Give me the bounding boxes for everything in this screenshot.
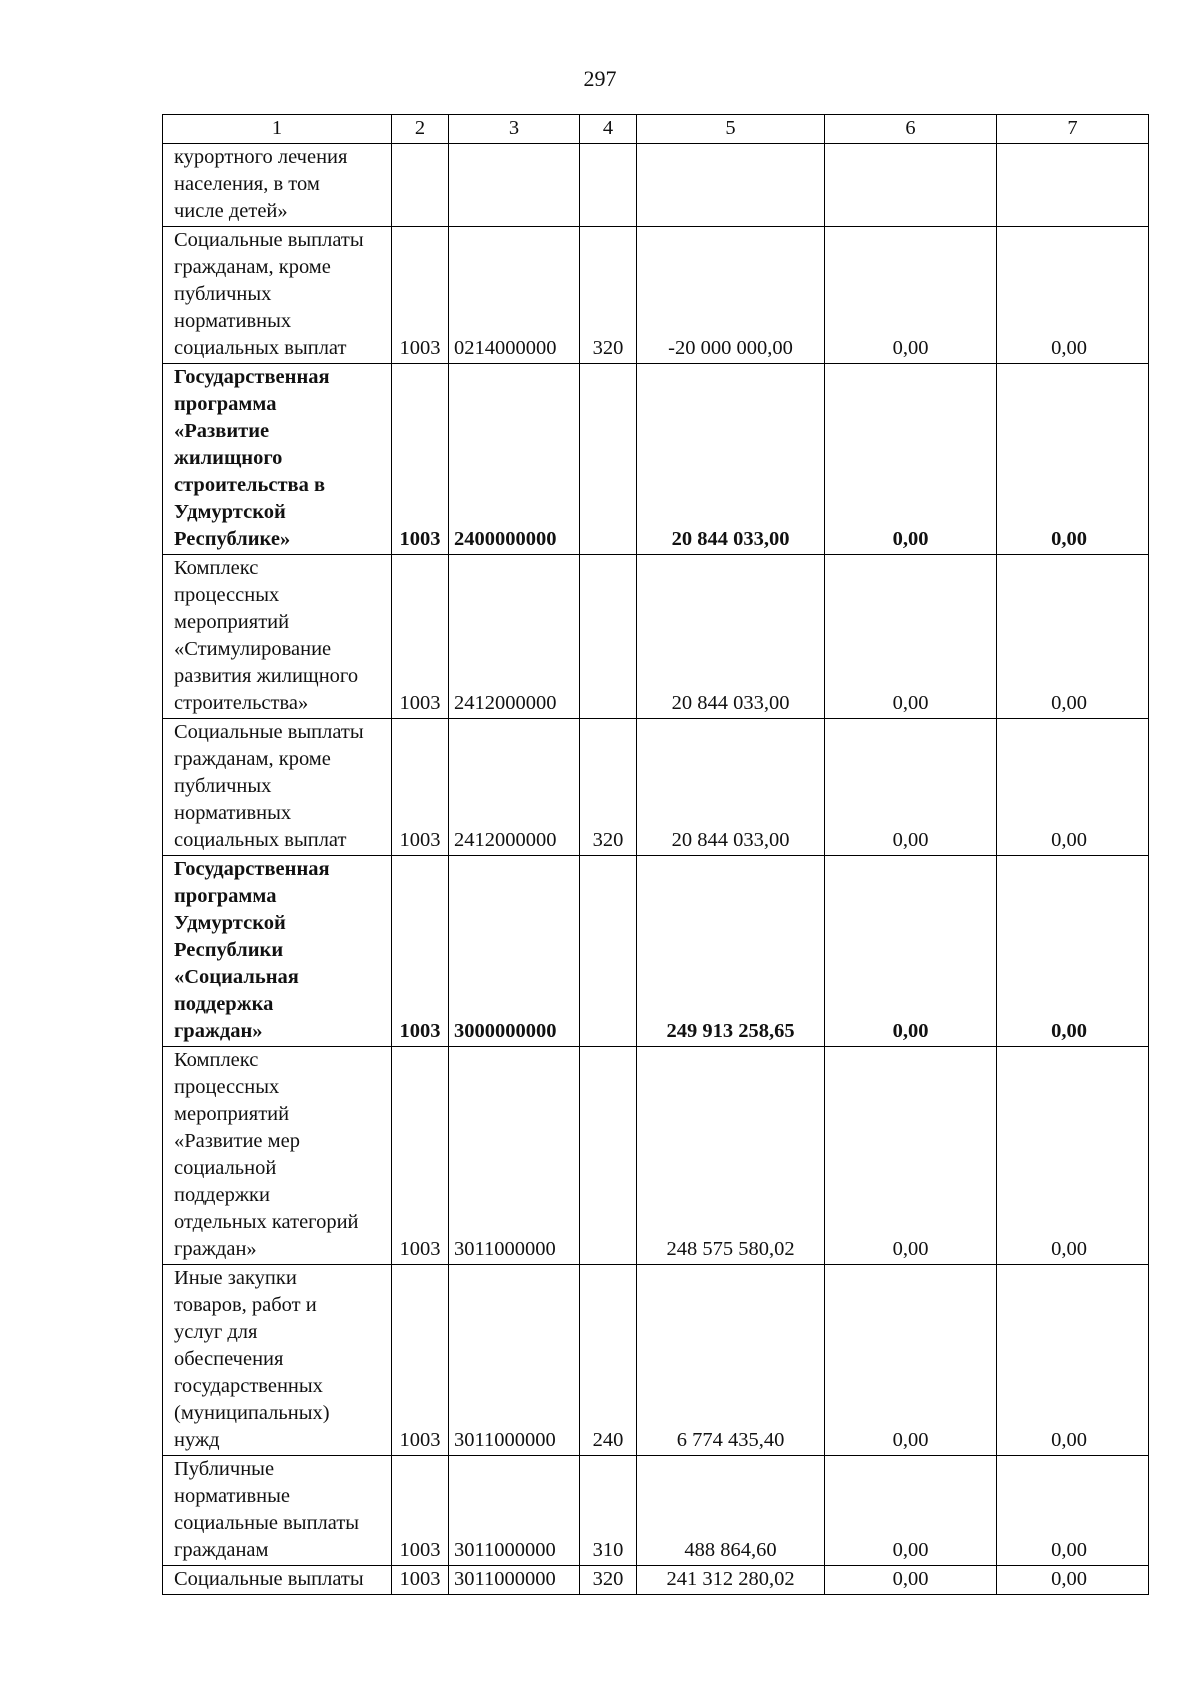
table-row [163, 227, 1149, 364]
amount-cell: 20 844 033,00 [637, 555, 825, 719]
budget-table [162, 114, 1149, 1595]
year2-amount-cell: 0,00 [825, 1265, 997, 1456]
row-name-cell: Иные закупки товаров, работ и услуг для обеспечения государственных (муниципальных) нужд [163, 1265, 392, 1456]
row-name-cell: Социальные выплаты гражданам, кроме публичных нормативных социальных выплат [163, 227, 392, 364]
target-code-cell [449, 144, 580, 227]
table-body [163, 115, 1149, 1595]
target-code-cell: 2412000000 [449, 555, 580, 719]
target-code-cell: 0214000000 [449, 227, 580, 364]
year2-amount-cell: 0,00 [825, 1456, 997, 1566]
year3-amount-cell: 0,00 [997, 1047, 1149, 1265]
amount-cell: 248 575 580,02 [637, 1047, 825, 1265]
amount-cell: 488 864,60 [637, 1456, 825, 1566]
year2-amount-cell: 0,00 [825, 555, 997, 719]
expense-type-cell: 320 [580, 719, 637, 856]
column-header: 5 [637, 115, 825, 144]
section-code-cell: 1003 [392, 856, 449, 1047]
row-name-cell: курортного лечения населения, в том числе детей» [163, 144, 392, 227]
section-code-cell: 1003 [392, 1566, 449, 1595]
row-name-cell: Комплекс процессных мероприятий «Стимулирование развития жилищного строительства» [163, 555, 392, 719]
target-code-cell: 2400000000 [449, 364, 580, 555]
amount-cell [637, 144, 825, 227]
row-name-cell: Государственная программа Удмуртской Республики «Социальная поддержка граждан» [163, 856, 392, 1047]
year2-amount-cell: 0,00 [825, 364, 997, 555]
section-code-cell: 1003 [392, 364, 449, 555]
amount-cell: 20 844 033,00 [637, 719, 825, 856]
expense-type-cell [580, 555, 637, 719]
year3-amount-cell: 0,00 [997, 1566, 1149, 1595]
column-header: 3 [449, 115, 580, 144]
row-name-cell: Публичные нормативные социальные выплаты гражданам [163, 1456, 392, 1566]
amount-cell: -20 000 000,00 [637, 227, 825, 364]
target-code-cell: 3000000000 [449, 856, 580, 1047]
page-number: 297 [583, 66, 617, 91]
target-code-cell: 3011000000 [449, 1047, 580, 1265]
column-header: 7 [997, 115, 1149, 144]
year2-amount-cell: 0,00 [825, 1047, 997, 1265]
table-row [163, 1566, 1149, 1595]
target-code-cell: 3011000000 [449, 1566, 580, 1595]
expense-type-cell [580, 364, 637, 555]
expense-type-cell: 320 [580, 227, 637, 364]
table-row [163, 719, 1149, 856]
column-header: 2 [392, 115, 449, 144]
row-name-cell: Комплекс процессных мероприятий «Развитие мер социальной поддержки отдельных категорий граждан» [163, 1047, 392, 1265]
section-code-cell: 1003 [392, 1047, 449, 1265]
year3-amount-cell: 0,00 [997, 227, 1149, 364]
expense-type-cell: 320 [580, 1566, 637, 1595]
column-header: 6 [825, 115, 997, 144]
table-row [163, 856, 1149, 1047]
year2-amount-cell: 0,00 [825, 227, 997, 364]
year3-amount-cell: 0,00 [997, 364, 1149, 555]
amount-cell: 20 844 033,00 [637, 364, 825, 555]
column-header: 1 [163, 115, 392, 144]
table-row [163, 364, 1149, 555]
expense-type-cell: 310 [580, 1456, 637, 1566]
year3-amount-cell: 0,00 [997, 856, 1149, 1047]
table-row [163, 1047, 1149, 1265]
section-code-cell: 1003 [392, 719, 449, 856]
target-code-cell: 2412000000 [449, 719, 580, 856]
target-code-cell: 3011000000 [449, 1265, 580, 1456]
year2-amount-cell: 0,00 [825, 1566, 997, 1595]
table-row [163, 1265, 1149, 1456]
row-name-cell: Государственная программа «Развитие жилищного строительства в Удмуртской Республике» [163, 364, 392, 555]
section-code-cell [392, 144, 449, 227]
section-code-cell: 1003 [392, 1265, 449, 1456]
year2-amount-cell: 0,00 [825, 856, 997, 1047]
table-row [163, 144, 1149, 227]
section-code-cell: 1003 [392, 227, 449, 364]
year2-amount-cell [825, 144, 997, 227]
row-name-cell: Социальные выплаты гражданам, кроме публичных нормативных социальных выплат [163, 719, 392, 856]
expense-type-cell [580, 144, 637, 227]
expense-type-cell [580, 856, 637, 1047]
year3-amount-cell: 0,00 [997, 555, 1149, 719]
amount-cell: 249 913 258,65 [637, 856, 825, 1047]
year3-amount-cell: 0,00 [997, 1265, 1149, 1456]
row-name-cell: Социальные выплаты [163, 1566, 392, 1595]
expense-type-cell [580, 1047, 637, 1265]
year3-amount-cell [997, 144, 1149, 227]
table-row [163, 555, 1149, 719]
table-row [163, 1456, 1149, 1566]
amount-cell: 241 312 280,02 [637, 1566, 825, 1595]
year3-amount-cell: 0,00 [997, 1456, 1149, 1566]
year2-amount-cell: 0,00 [825, 719, 997, 856]
section-code-cell: 1003 [392, 555, 449, 719]
column-header: 4 [580, 115, 637, 144]
amount-cell: 6 774 435,40 [637, 1265, 825, 1456]
expense-type-cell: 240 [580, 1265, 637, 1456]
table-header-row [163, 115, 1149, 144]
target-code-cell: 3011000000 [449, 1456, 580, 1566]
year3-amount-cell: 0,00 [997, 719, 1149, 856]
section-code-cell: 1003 [392, 1456, 449, 1566]
